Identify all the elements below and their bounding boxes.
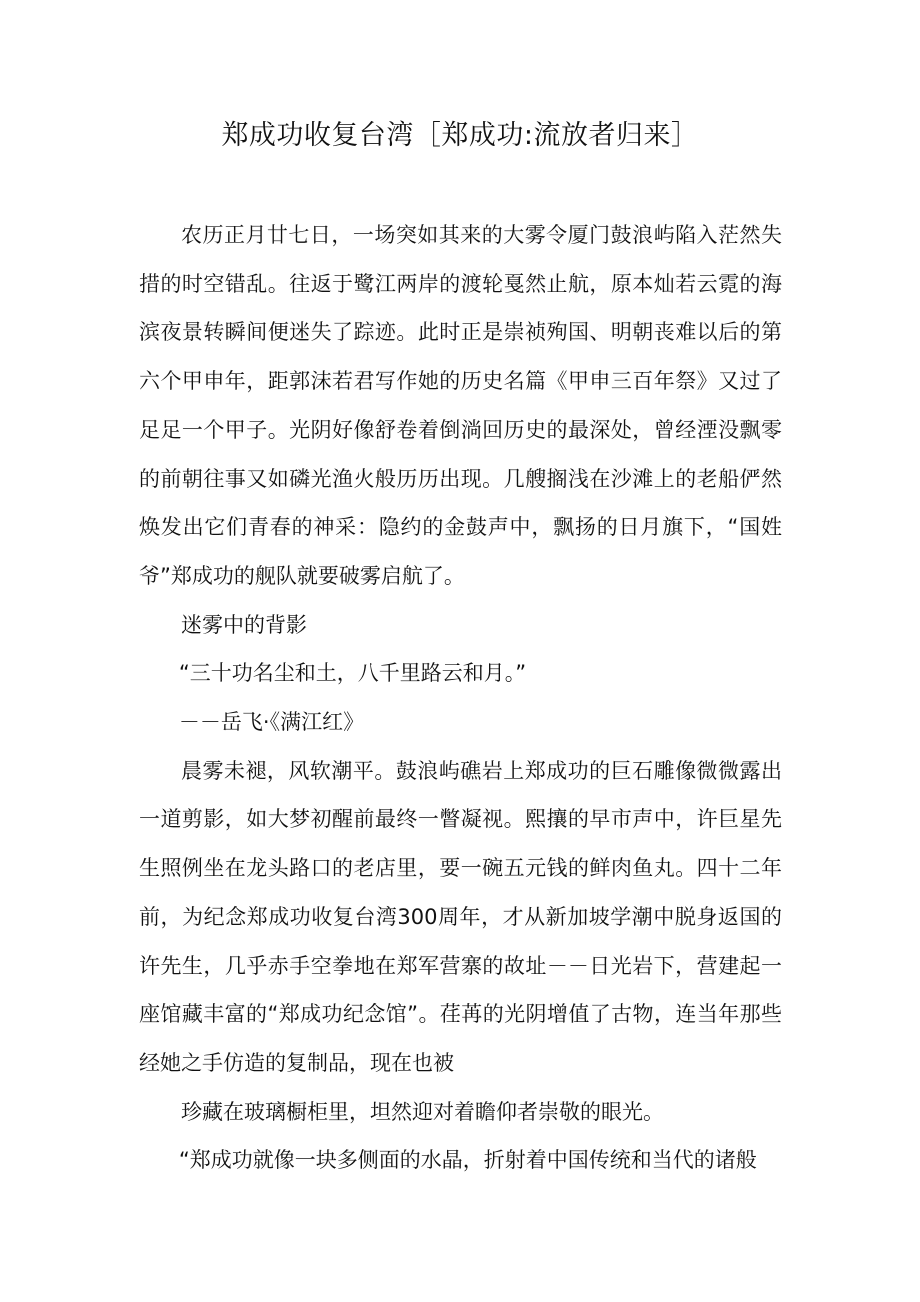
document-body (139, 211, 782, 1185)
paragraph-treasured: 珍藏在玻璃橱柜里，坦然迎对着瞻仰者崇敬的眼光。 (181, 1099, 664, 1124)
epigraph-quote: “三十功名尘和土，八千里路云和月。” (178, 661, 527, 686)
paragraph-intro: 农历正月廿七日，一场突如其来的大雾令厦门鼓浪屿陷入茫然失措的时空错乱。往返于鹭江两岸的渡轮戛然止航，原本灿若云霓的海滨夜景转瞬间便迷失了踪迹。此时正是崇祯殉国、明朝丧难以后的第六个甲申年，距郭沫若君写作她的历史名篇《甲申三百年祭》又过了足足一个甲子。光阴好像舒卷着倒淌回历史的最深处，曾经湮没飘零的前朝往事又如磷光渔火般历历出现。几艘搁浅在沙滩上的老船俨然焕发出它们青春的神采：隐约的金鼓声中，飘扬的日月旗下，“国姓爷”郑成功的舰队就要破雾启航了。 (139, 223, 782, 588)
paragraph-morning: 晨雾未褪，风软潮平。鼓浪屿礁岩上郑成功的巨石雕像微微露出一道剪影，如大梦初醒前最终一瞥凝视。熙攘的早市声中，许巨星先生照例坐在龙头路口的老店里，要一碗五元钱的鲜肉鱼丸。四十二年前，为纪念郑成功收复台湾300周年，才从新加坡学潮中脱身返国的许先生，几乎赤手空拳地在郑军营寨的故址－－日光岩下，营建起一座馆藏丰富的“郑成功纪念馆”。荏苒的光阴增值了古物，连当年那些经她之手仿造的复制品，现在也被 (139, 758, 782, 1075)
section-heading: 迷雾中的背影 (181, 612, 307, 637)
paragraph-crystal-quote: “郑成功就像一块多侧面的水晶，折射着中国传统和当代的诸般 (178, 1148, 757, 1173)
document-title: 郑成功收复台湾［郑成功:流放者归来］ (221, 120, 699, 151)
epigraph-attribution: －－岳飞·《满江红》 (178, 710, 365, 735)
